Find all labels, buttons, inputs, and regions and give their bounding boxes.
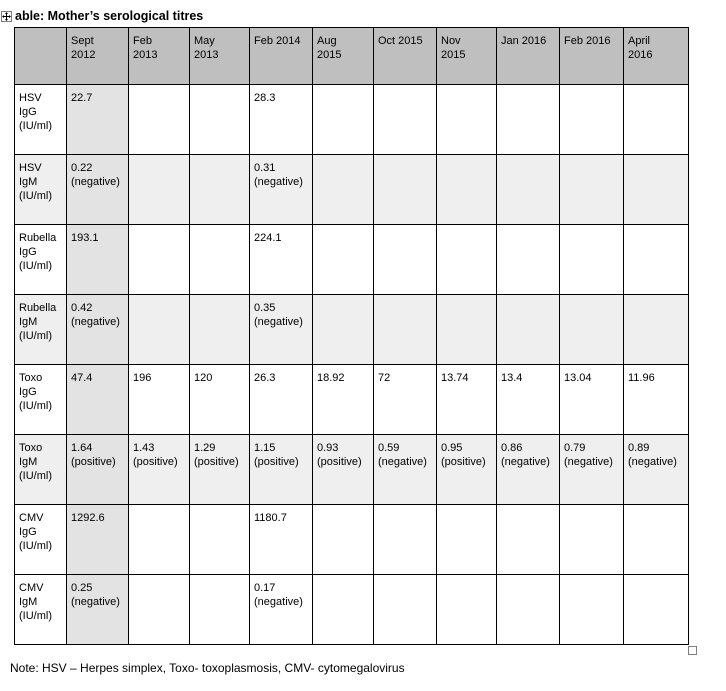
table-cell xyxy=(129,575,190,645)
header-corner-cell xyxy=(15,28,67,85)
table-cell: 1.43 (positive) xyxy=(129,435,190,505)
table-cell: 0.17 (negative) xyxy=(250,575,313,645)
column-header: Aug 2015 xyxy=(313,28,374,85)
column-header: Feb 2013 xyxy=(129,28,190,85)
table-cell xyxy=(190,505,250,575)
table-row xyxy=(15,435,689,505)
table-cell: 28.3 xyxy=(250,85,313,155)
table-cell xyxy=(313,85,374,155)
table-cell xyxy=(374,295,437,365)
table-cell: 22.7 xyxy=(67,85,129,155)
table-cell: 72 xyxy=(374,365,437,435)
table-cell xyxy=(190,85,250,155)
table-cell: 193.1 xyxy=(67,225,129,295)
table-resize-handle[interactable] xyxy=(688,646,697,655)
table-cell xyxy=(190,225,250,295)
table-cell xyxy=(437,155,497,225)
column-header: Feb 2016 xyxy=(560,28,624,85)
table-cell: 47.4 xyxy=(67,365,129,435)
table-cell: 1.64 (positive) xyxy=(67,435,129,505)
table-cell xyxy=(437,225,497,295)
table-row xyxy=(15,225,689,295)
table-cell xyxy=(129,155,190,225)
table-cell xyxy=(129,225,190,295)
table-cell xyxy=(313,155,374,225)
table-row xyxy=(15,575,689,645)
table-cell xyxy=(497,505,560,575)
table-cell xyxy=(129,505,190,575)
table-cell xyxy=(129,295,190,365)
table-cell xyxy=(624,505,689,575)
table-cell xyxy=(624,225,689,295)
table-cell: 13.74 xyxy=(437,365,497,435)
column-header: May 2013 xyxy=(190,28,250,85)
table-cell: 0.42 (negative) xyxy=(67,295,129,365)
table-cell xyxy=(497,85,560,155)
footnote: Note: HSV – Herpes simplex, Toxo- toxoplasmosis, CMV- cytomegalovirus xyxy=(10,661,405,675)
table-cell: 0.79 (negative) xyxy=(560,435,624,505)
row-label: CMV IgM (IU/ml) xyxy=(15,575,67,645)
table-cell: 1180.7 xyxy=(250,505,313,575)
table-cell: 0.86 (negative) xyxy=(497,435,560,505)
row-label: Toxo IgG (IU/ml) xyxy=(15,365,67,435)
row-label: Rubella IgM (IU/ml) xyxy=(15,295,67,365)
table-row xyxy=(15,155,689,225)
table-cell: 13.4 xyxy=(497,365,560,435)
table-cell xyxy=(190,155,250,225)
table-body xyxy=(15,85,689,645)
row-label: Toxo IgM (IU/ml) xyxy=(15,435,67,505)
table-cell xyxy=(560,155,624,225)
table-cell xyxy=(560,505,624,575)
table-cell: 224.1 xyxy=(250,225,313,295)
table-cell: 196 xyxy=(129,365,190,435)
table-cell: 13.04 xyxy=(560,365,624,435)
table-cell xyxy=(190,575,250,645)
table-cell xyxy=(313,295,374,365)
table-row xyxy=(15,85,689,155)
table-cell: 0.59 (negative) xyxy=(374,435,437,505)
row-label: Rubella IgG (IU/ml) xyxy=(15,225,67,295)
table-row xyxy=(15,505,689,575)
table-cell xyxy=(624,295,689,365)
table-cell: 0.35 (negative) xyxy=(250,295,313,365)
table-cell: 0.31 (negative) xyxy=(250,155,313,225)
column-header: Feb 2014 xyxy=(250,28,313,85)
table-caption: able: Mother’s serological titres xyxy=(15,9,204,23)
table-cell xyxy=(497,155,560,225)
table-cell xyxy=(374,575,437,645)
table-cell xyxy=(437,505,497,575)
table-move-handle-icon[interactable] xyxy=(1,11,12,22)
row-label: HSV IgM (IU/ml) xyxy=(15,155,67,225)
column-header: Nov 2015 xyxy=(437,28,497,85)
column-header: Jan 2016 xyxy=(497,28,560,85)
table-cell xyxy=(437,575,497,645)
table-cell xyxy=(190,295,250,365)
table-cell xyxy=(374,225,437,295)
table-cell xyxy=(437,85,497,155)
column-header: Sept 2012 xyxy=(67,28,129,85)
table-cell xyxy=(560,225,624,295)
table-cell: 0.22 (negative) xyxy=(67,155,129,225)
table-cell xyxy=(497,295,560,365)
serology-table xyxy=(14,27,689,645)
table-cell: 1.29 (positive) xyxy=(190,435,250,505)
table-cell xyxy=(560,575,624,645)
column-header: April 2016 xyxy=(624,28,689,85)
table-cell xyxy=(374,505,437,575)
table-cell: 26.3 xyxy=(250,365,313,435)
table-cell: 120 xyxy=(190,365,250,435)
table-cell xyxy=(437,295,497,365)
table-cell xyxy=(624,575,689,645)
table-cell: 0.93 (positive) xyxy=(313,435,374,505)
table-cell xyxy=(374,85,437,155)
table-cell: 1292.6 xyxy=(67,505,129,575)
table-cell xyxy=(624,85,689,155)
row-label: CMV IgG (IU/ml) xyxy=(15,505,67,575)
table-cell: 0.25 (negative) xyxy=(67,575,129,645)
column-header: Oct 2015 xyxy=(374,28,437,85)
table-cell xyxy=(313,505,374,575)
table-cell xyxy=(497,575,560,645)
table-cell xyxy=(497,225,560,295)
table-cell xyxy=(313,575,374,645)
table-cell xyxy=(624,155,689,225)
table-cell: 11.96 xyxy=(624,365,689,435)
table-row xyxy=(15,365,689,435)
row-label: HSV IgG (IU/ml) xyxy=(15,85,67,155)
table-cell: 18.92 xyxy=(313,365,374,435)
table-cell xyxy=(560,85,624,155)
table-cell xyxy=(560,295,624,365)
table-cell: 0.89 (negative) xyxy=(624,435,689,505)
table-cell: 1.15 (positive) xyxy=(250,435,313,505)
table-row xyxy=(15,295,689,365)
table-cell xyxy=(129,85,190,155)
table-cell xyxy=(374,155,437,225)
table-cell: 0.95 (positive) xyxy=(437,435,497,505)
header-row xyxy=(15,28,689,85)
table-cell xyxy=(313,225,374,295)
